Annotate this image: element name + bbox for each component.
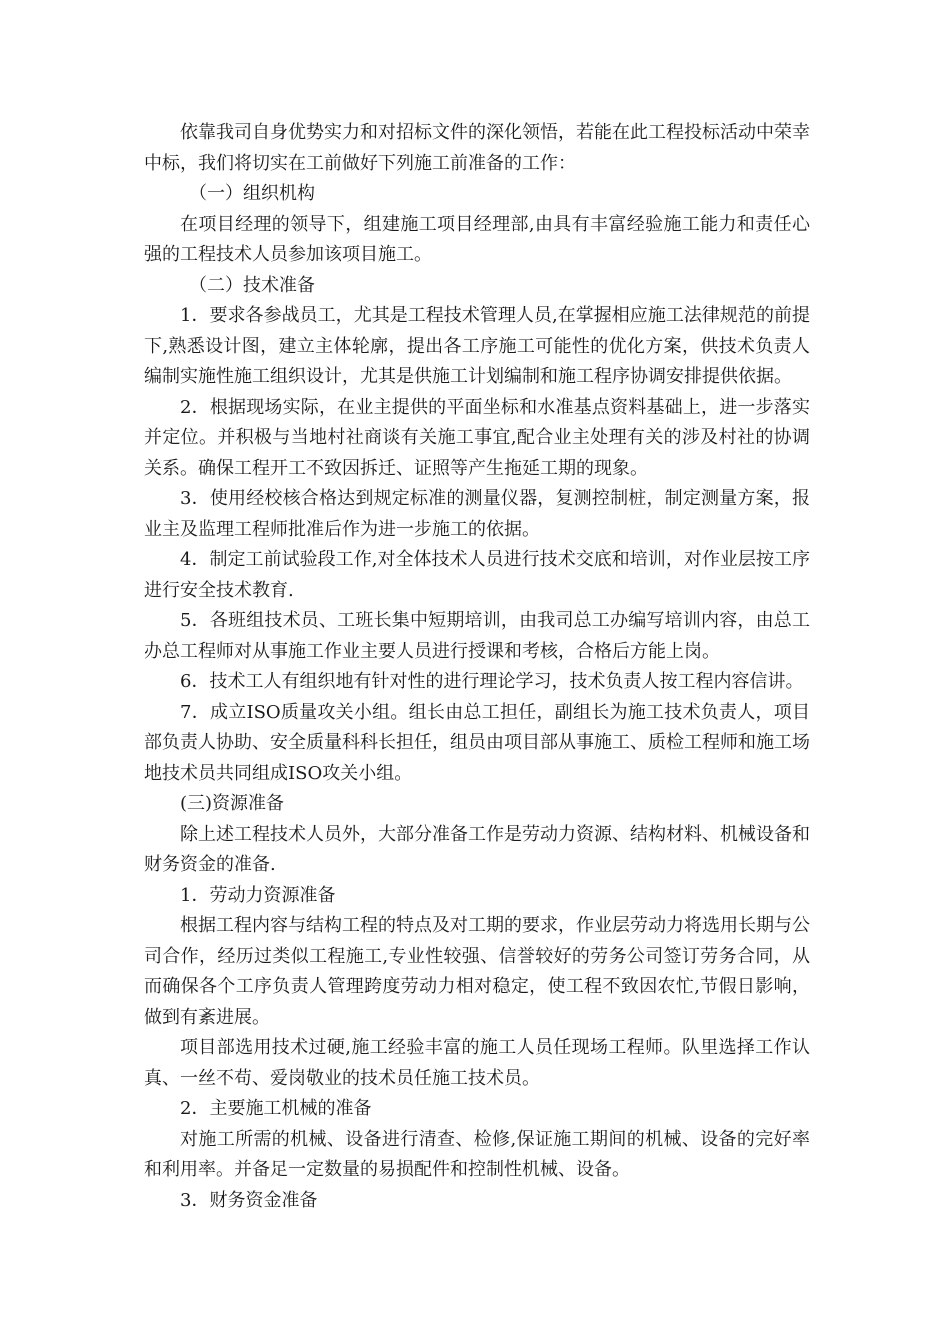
subheading-finance: 3．财务资金准备 — [180, 1189, 318, 1211]
intro-paragraph: 依靠我司自身优势实力和对招标文件的深化领悟，若能在此工程投标活动中荣幸中标，我们将切实在工前做好下列施工前准备的工作： — [144, 122, 810, 174]
resources-paragraph: 除上述工程技术人员外，大部分准备工作是劳动力资源、结构材料、机械设备和财务资金的准备. — [144, 823, 810, 875]
technical-item-2: 2．根据现场实际，在业主提供的平面坐标和水准基点资料基础上，进一步落实并定位。并积极与当地村社商谈有关施工事宜,配合业主处理有关的涉及村社的协调关系。确保工程开工不致因拆迁、证照等产生拖延工期的现象。 — [144, 396, 810, 479]
section-heading-resources: (三)资源准备 — [180, 793, 285, 814]
technical-item-7: 7．成立ISO质量攻关小组。组长由总工担任，副组长为施工技术负责人，项目部负责人协助、安全质量科科长担任，组员由项目部从事施工、质检工程师和施工场地技术员共同组成ISO攻关小组。 — [144, 701, 810, 784]
labor-paragraph: 根据工程内容与结构工程的特点及对工期的要求，作业层劳动力将选用长期与公司合作，经历过类似工程施工,专业性较强、信誉较好的劳务公司签订劳务合同，从而确保各个工序负责人管理跨度劳动力相对稳定，使工程不致因农忙,节假日影响，做到有紊进展。 — [144, 915, 810, 1028]
section-heading-technical: （二）技术准备 — [189, 274, 315, 296]
subheading-labor: 1．劳动力资源准备 — [180, 884, 336, 906]
technical-item-3: 3．使用经校核合格达到规定标准的测量仪器，复测控制桩，制定测量方案，报业主及监理工程师批准后作为进一步施工的依据。 — [144, 488, 810, 540]
technical-item-6: 6．技术工人有组织地有针对性的进行理论学习，技术负责人按工程内容信讲。 — [180, 671, 804, 692]
organization-paragraph: 在项目经理的领导下，组建施工项目经理部,由具有丰富经验施工能力和责任心强的工程技术人员参加该项目施工。 — [144, 213, 810, 265]
technical-item-5: 5．各班组技术员、工班长集中短期培训，由我司总工办编写培训内容，由总工办总工程师对从事施工作业主要人员进行授课和考核，合格后方能上岗。 — [144, 610, 810, 662]
machinery-paragraph: 对施工所需的机械、设备进行清查、检修,保证施工期间的机械、设备的完好率和利用率。并备足一定数量的易损配件和控制性机械、设备。 — [144, 1128, 810, 1180]
staffing-paragraph: 项目部选用技术过硬,施工经验丰富的施工人员任现场工程师。队里选择工作认真、一丝不苟、爱岗敬业的技术员任施工技术员。 — [144, 1037, 810, 1089]
technical-item-1: 1．要求各参战员工，尤其是工程技术管理人员,在掌握相应施工法律规范的前提下,熟悉设计图，建立主体轮廓，提出各工序施工可能性的优化方案，供技术负责人编制实施性施工组织设计，尤其是供施工计划编制和施工程序协调安排提供依据。 — [144, 305, 810, 387]
technical-item-4: 4．制定工前试验段工作,对全体技术人员进行技术交底和培训，对作业层按工序进行安全技术教育. — [144, 549, 810, 601]
subheading-machinery: 2．主要施工机械的准备 — [180, 1098, 372, 1119]
section-heading-organization: （一）组织机构 — [189, 183, 315, 204]
document-body — [144, 118, 810, 1216]
